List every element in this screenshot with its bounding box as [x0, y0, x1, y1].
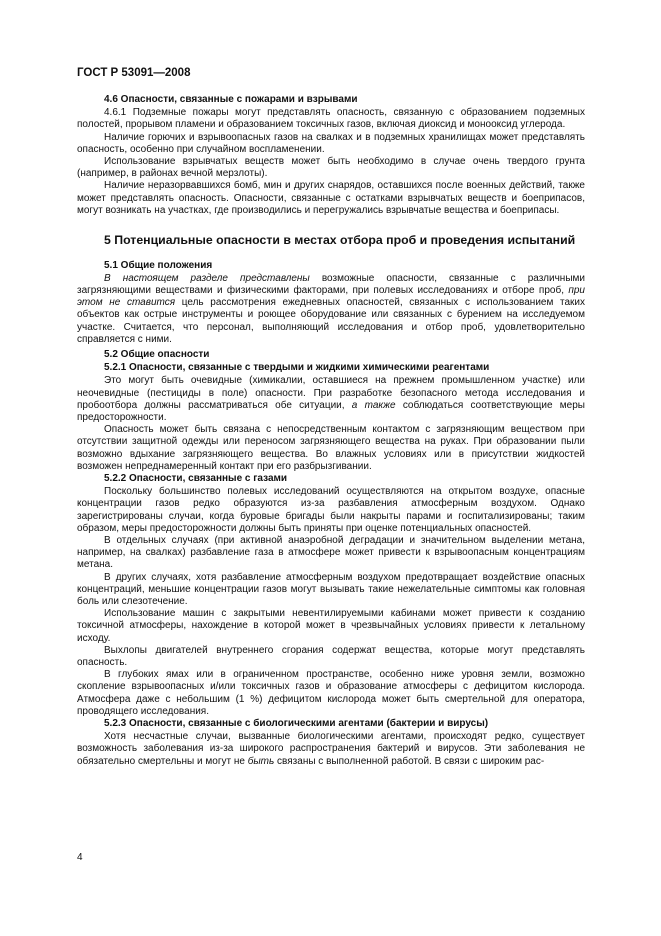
section-heading-5-2-3: 5.2.3 Опасности, связанные с биологическими агентами (бактерии и вирусы) [104, 718, 489, 730]
italic-text: а также [351, 399, 396, 411]
paragraph: В глубоких ямах или в ограниченном пространстве, особенно ниже уровня земли, возможно скопление взрывоопасных и/или токсичных газов и образование атмосферы с дефицитом кислорода. Атмосфера даже с небольшим (1 %) дефицитом кислорода может быть смертельной для оператора, проводящего исследования. [77, 669, 585, 717]
paragraph: Опасность может быть связана с непосредственным контактом с загрязняющим веществом при отсутствии защитной одежды или переносом загрязняющего вещества на руках. При образовании пыли возможно вдыхание загрязняющего вещества. Во влажных условиях или в присутствии жидкостей возможен непреднамеренный контакт при его разбрызгивании. [77, 424, 585, 472]
section-heading-5-2-1: 5.2.1 Опасности, связанные с твердыми и жидкими химическими реагентами [104, 362, 490, 374]
section-heading-5-2: 5.2 Общие опасности [104, 348, 210, 360]
paragraph: Использование машин с закрытыми невентилируемыми кабинами может привести к созданию токсичной атмосферы, нахождение в которой может в чрезвычайных условиях привести к летальному исходу. [77, 608, 585, 644]
section-heading-5-2-2: 5.2.2 Опасности, связанные с газами [104, 472, 288, 484]
italic-text: при этом не ставится [77, 284, 585, 309]
paragraph: Наличие горючих и взрывоопасных газов на свалках и в подземных хранилищах может представлять опасность, особенно при случайном воспламенении. [77, 131, 585, 155]
chapter-heading-5: 5 Потенциальные опасности в местах отбора проб и проведения испытаний [104, 233, 576, 248]
italic-text: быть [247, 755, 275, 767]
paragraph: Наличие неразорвавшихся бомб, мин и других снарядов, оставшихся после военных действий, также может представлять опасность. Опасности, связанные с остатками взрывчатых веществ и боеприпасов, могут возникать на участках, где производились и перегружались взрывчатые вещества и боеприпасы. [77, 180, 585, 216]
paragraph: В отдельных случаях (при активной анаэробной деградации и значительном выделении метана, например, на свалках) разбавление газа в атмосфере может привести к взрывоопасным концентрациям метана. [77, 535, 585, 571]
paragraph: Хотя несчастные случаи, вызванные биологическими агентами, происходят редко, существует возможность заболевания из-за широкого распространения бактерий и вирусов. Эти заболевания не обязательно смертельны и могут не быть связаны с выполненной работой. В связи с широким рас- [77, 731, 585, 767]
section-heading-4-6: 4.6 Опасности, связанные с пожарами и взрывами [104, 94, 358, 105]
paragraph: 4.6.1 Подземные пожары могут представлять опасность, связанную с образованием подземных полостей, прорывом пламени и образованием токсичных газов, включая диоксид и монооксид углерода. [77, 107, 585, 131]
section-heading-5-1: 5.1 Общие положения [104, 259, 213, 271]
paragraph: В других случаях, хотя разбавление атмосферным воздухом предотвращает воздействие опасных концентраций, меньшие концентрации газов могут вызывать такие нежелательные симптомы как головная боль или слезотечение. [77, 571, 585, 608]
paragraph: Использование взрывчатых веществ может быть необходимо в случае очень твердого грунта (например, в районах вечной мерзлоты). [77, 156, 585, 180]
document-header: ГОСТ Р 53091—2008 [77, 67, 191, 79]
paragraph: Выхлопы двигателей внутреннего сгорания содержат вещества, которые могут представлять опасность. [77, 644, 585, 669]
paragraph: Поскольку большинство полевых исследований осуществляются на открытом воздухе, опасные концентрации газов редко образуются из-за разбавления атмосферным воздухом. Однако зарегистрированы случаи, когда буровые бригады были накрыты парами и госпитализированы; таким образом, меры предосторожности должны быть приняты при оценке потенциальных опасностей. [77, 486, 585, 534]
paragraph: Это могут быть очевидные (химикалии, оставшиеся на прежнем промышленном участке) или неочевидные (пестициды в поле) опасности. При разработке безопасного метода исследования и пробоотбора должны рассматриваться обе ситуации, а также соблюдаться соответствующие меры предосторожности. [77, 375, 585, 423]
page-body [77, 94, 585, 768]
paragraph: В настоящем разделе представлены возможные опасности, связанные с различными загрязняющими веществами и физическими факторами, при полевых исследованиях и отборе проб, при этом не ставится цель рассмотрения ежедневных опасностей, связанных с использованием таких объектов как острые инструменты и роющее оборудование или связанных с бурением на исследуемом участке. Считается, что персонал, выполняющий исследования и отбор проб, удовлетворительно справляется с ними. [77, 272, 585, 345]
italic-text: В настоящем разделе представлены [104, 272, 310, 284]
page-number: 4 [77, 852, 83, 863]
